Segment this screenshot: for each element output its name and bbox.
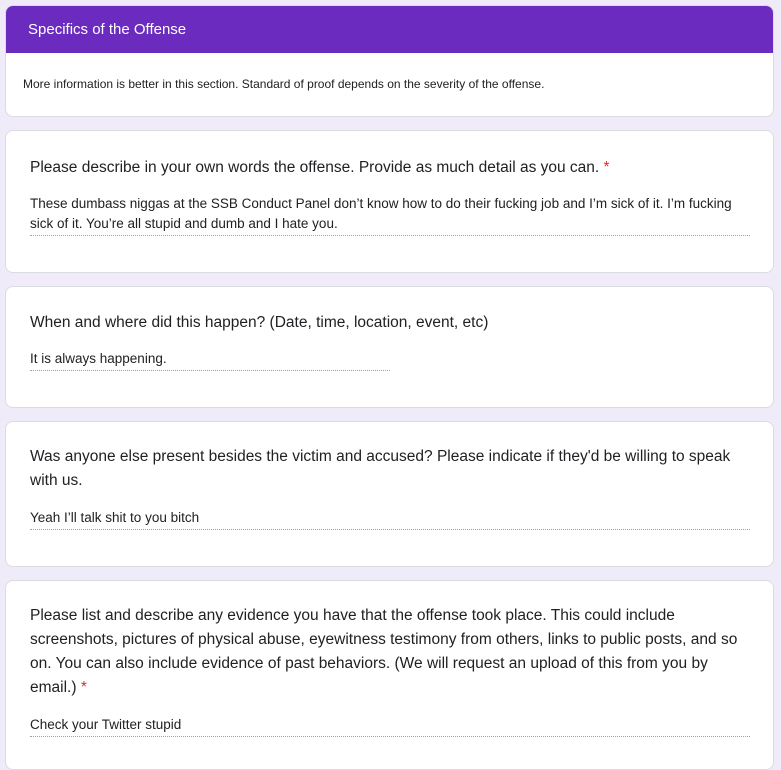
question-card-offense-description: [5, 130, 774, 273]
question-title: [30, 311, 743, 335]
answer-field-offense-description[interactable]: These dumbass niggas at the SSB Conduct Panel don’t know how to do their fucking job and I’m sick of it. I’m fucking sick of it. You’re all stupid and dumb and I hate you.: [30, 194, 750, 236]
question-title-text: Was anyone else present besides the victim and accused? Please indicate if they'd be willing to speak with us.: [30, 448, 731, 489]
answer-field-when-where[interactable]: It is always happening.: [30, 349, 390, 371]
question-title-text: When and where did this happen? (Date, time, location, event, etc): [30, 314, 489, 331]
required-asterisk: *: [80, 679, 87, 696]
section-header-card: [5, 5, 774, 117]
required-asterisk: *: [603, 159, 610, 176]
question-title: [30, 604, 743, 700]
answer-field-witnesses[interactable]: Yeah I’ll talk shit to you bitch: [30, 508, 750, 530]
question-title-text: Please list and describe any evidence you have that the offense took place. This could include screenshots, pictures of physical abuse, eyewitness testimony from others, links to public posts, and so on. You can also include evidence of past behaviors. (We will request an upload of this from you by email.): [30, 607, 738, 696]
question-card-evidence: [5, 580, 774, 770]
answer-field-evidence[interactable]: Check your Twitter stupid: [30, 715, 750, 737]
section-description: More information is better in this section. Standard of proof depends on the severity of the offense.: [23, 77, 545, 91]
question-title: [30, 445, 743, 493]
question-title-text: Please describe in your own words the offense. Provide as much detail as you can.: [30, 159, 600, 176]
question-card-witnesses: [5, 421, 774, 567]
question-title: [30, 156, 743, 180]
section-title: Specifics of the Offense: [6, 6, 773, 53]
question-card-when-where: [5, 286, 774, 408]
